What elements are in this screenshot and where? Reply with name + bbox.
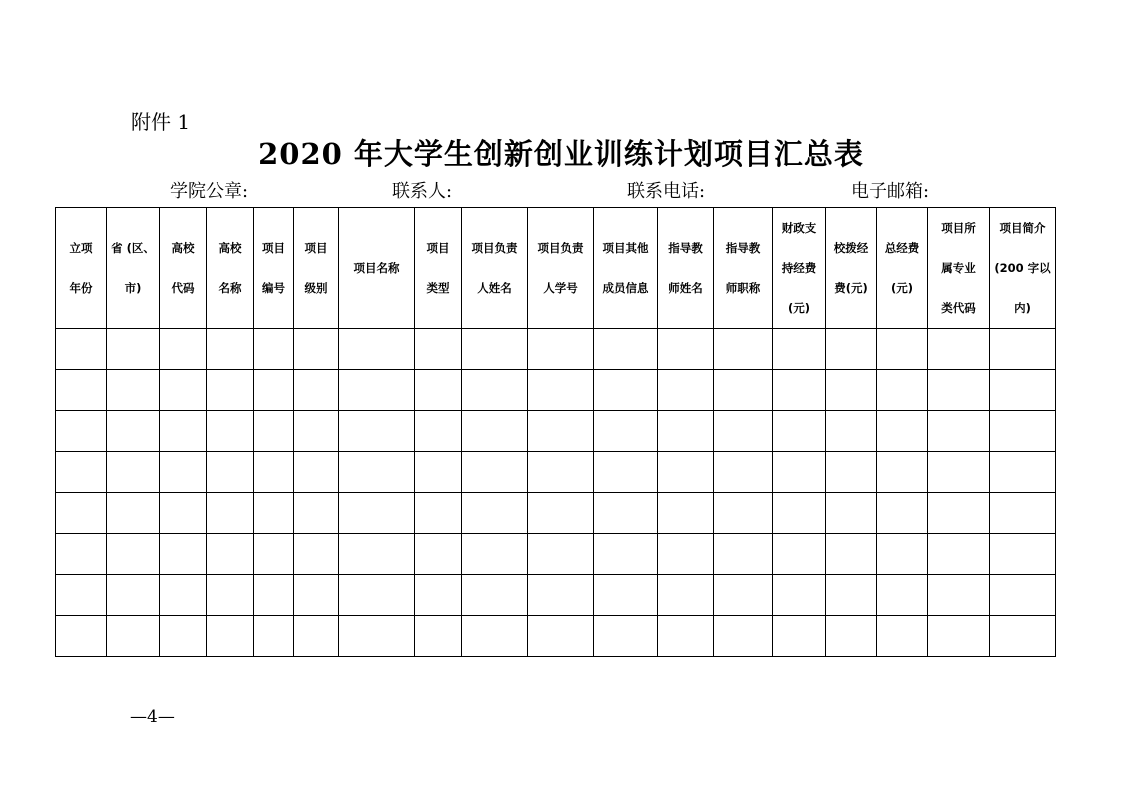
table-cell[interactable]	[826, 329, 877, 370]
table-cell[interactable]	[528, 411, 594, 452]
header-line: 项目	[262, 241, 285, 255]
table-cell[interactable]	[658, 493, 714, 534]
table-cell[interactable]	[462, 616, 528, 657]
table-cell[interactable]	[826, 534, 877, 575]
table-cell[interactable]	[294, 452, 339, 493]
header-cell	[928, 208, 990, 329]
header-line: 费(元)	[834, 281, 868, 295]
table-cell[interactable]	[928, 616, 990, 657]
table-row	[56, 616, 1056, 657]
header-line: 项目所	[941, 221, 976, 235]
header-line: 属专业	[941, 261, 976, 275]
header-line: 项目负责	[471, 241, 518, 255]
table-cell[interactable]	[990, 575, 1056, 616]
table-cell[interactable]	[339, 534, 415, 575]
table-cell[interactable]	[207, 370, 254, 411]
table-cell[interactable]	[107, 575, 160, 616]
header-line: 类代码	[941, 301, 976, 315]
header-line: 市)	[124, 281, 142, 295]
header-line: 成员信息	[602, 281, 649, 295]
table-cell[interactable]	[207, 534, 254, 575]
table-cell[interactable]	[339, 370, 415, 411]
header-line: 指导教	[668, 241, 703, 255]
table-cell[interactable]	[160, 452, 207, 493]
header-line: 项目名称	[353, 261, 400, 275]
header-cell	[877, 208, 928, 329]
header-line: 校拨经	[833, 241, 869, 255]
header-cell	[207, 208, 254, 329]
table-cell[interactable]	[160, 370, 207, 411]
table-cell[interactable]	[339, 493, 415, 534]
header-line: 高校	[171, 241, 195, 255]
table-cell[interactable]	[528, 329, 594, 370]
table-cell[interactable]	[107, 534, 160, 575]
header-cell	[339, 208, 415, 329]
header-cell	[826, 208, 877, 329]
table-cell[interactable]	[56, 493, 107, 534]
table-cell[interactable]	[773, 616, 826, 657]
table-cell[interactable]	[714, 329, 773, 370]
table-cell[interactable]	[826, 411, 877, 452]
table-cell[interactable]	[207, 575, 254, 616]
table-cell[interactable]	[56, 575, 107, 616]
table-cell[interactable]	[107, 329, 160, 370]
table-row	[56, 411, 1056, 452]
header-line: 师姓名	[668, 281, 703, 295]
table-cell[interactable]	[415, 534, 462, 575]
header-line: 项目	[426, 241, 450, 255]
table-cell[interactable]	[415, 411, 462, 452]
project-summary-table	[55, 207, 1056, 657]
table-cell[interactable]	[254, 616, 294, 657]
table-cell[interactable]	[339, 452, 415, 493]
table-cell[interactable]	[714, 575, 773, 616]
contact-phone-label: 联系电话:	[627, 181, 706, 202]
table-cell[interactable]	[714, 493, 773, 534]
header-cell	[773, 208, 826, 329]
table-cell[interactable]	[990, 370, 1056, 411]
table-cell[interactable]	[877, 411, 928, 452]
table-cell[interactable]	[339, 575, 415, 616]
table-cell[interactable]	[294, 493, 339, 534]
table-cell[interactable]	[990, 452, 1056, 493]
header-line: 内)	[1014, 301, 1031, 315]
header-line: 省 (区、	[111, 241, 155, 255]
table-cell[interactable]	[773, 493, 826, 534]
table-cell[interactable]	[160, 493, 207, 534]
table-cell[interactable]	[658, 329, 714, 370]
header-line: 级别	[304, 281, 328, 295]
table-cell[interactable]	[773, 329, 826, 370]
table-cell[interactable]	[207, 452, 254, 493]
header-line: (元)	[890, 281, 913, 295]
table-cell[interactable]	[658, 616, 714, 657]
table-cell[interactable]	[254, 411, 294, 452]
table-cell[interactable]	[207, 493, 254, 534]
table-cell[interactable]	[826, 452, 877, 493]
table-cell[interactable]	[415, 329, 462, 370]
page-number: —4—	[130, 707, 175, 727]
table-cell[interactable]	[990, 411, 1056, 452]
table-cell[interactable]	[107, 411, 160, 452]
header-line: 持经费	[781, 261, 817, 275]
table-cell[interactable]	[462, 329, 528, 370]
table-cell[interactable]	[462, 411, 528, 452]
table-cell[interactable]	[160, 534, 207, 575]
table-cell[interactable]	[254, 493, 294, 534]
table-cell[interactable]	[254, 329, 294, 370]
table-row	[56, 452, 1056, 493]
table-cell[interactable]	[773, 534, 826, 575]
table-cell[interactable]	[877, 452, 928, 493]
table-cell[interactable]	[107, 616, 160, 657]
header-cell	[294, 208, 339, 329]
table-cell[interactable]	[254, 452, 294, 493]
table-cell[interactable]	[528, 534, 594, 575]
table-cell[interactable]	[56, 411, 107, 452]
table-cell[interactable]	[462, 534, 528, 575]
table-cell[interactable]	[160, 329, 207, 370]
header-line: (元)	[787, 301, 810, 315]
table-cell[interactable]	[160, 411, 207, 452]
table-cell[interactable]	[207, 411, 254, 452]
table-row	[56, 493, 1056, 534]
header-line: 项目负责	[537, 241, 584, 255]
table-row	[56, 329, 1056, 370]
table-cell[interactable]	[56, 534, 107, 575]
table-row	[56, 534, 1056, 575]
header-line: 名称	[218, 281, 242, 295]
table-cell[interactable]	[207, 616, 254, 657]
table-cell[interactable]	[294, 575, 339, 616]
table-cell[interactable]	[594, 534, 658, 575]
table-cell[interactable]	[528, 493, 594, 534]
table-cell[interactable]	[107, 370, 160, 411]
header-line: 总经费	[884, 241, 920, 255]
header-cell	[594, 208, 658, 329]
header-row	[56, 208, 1056, 329]
table-cell[interactable]	[528, 452, 594, 493]
header-line: 代码	[171, 281, 195, 295]
table-cell[interactable]	[56, 616, 107, 657]
table-cell[interactable]	[928, 534, 990, 575]
table-cell[interactable]	[254, 534, 294, 575]
table-cell[interactable]	[928, 411, 990, 452]
table-row	[56, 575, 1056, 616]
header-cell	[658, 208, 714, 329]
table-cell[interactable]	[415, 493, 462, 534]
table-cell[interactable]	[877, 575, 928, 616]
table-cell[interactable]	[928, 493, 990, 534]
table-cell[interactable]	[594, 493, 658, 534]
table-cell[interactable]	[594, 616, 658, 657]
header-cell	[462, 208, 528, 329]
contact-person-label: 联系人:	[392, 181, 453, 202]
header-cell	[714, 208, 773, 329]
table-cell[interactable]	[528, 370, 594, 411]
table-cell[interactable]	[658, 411, 714, 452]
header-line: 立项	[69, 241, 93, 255]
table-cell[interactable]	[294, 370, 339, 411]
table-cell[interactable]	[294, 411, 339, 452]
table-cell[interactable]	[594, 575, 658, 616]
table-cell[interactable]	[990, 534, 1056, 575]
table-cell[interactable]	[339, 329, 415, 370]
header-cell	[528, 208, 594, 329]
table-cell[interactable]	[528, 575, 594, 616]
table-cell[interactable]	[339, 616, 415, 657]
header-cell	[415, 208, 462, 329]
table-cell[interactable]	[773, 411, 826, 452]
table-cell[interactable]	[714, 616, 773, 657]
table-cell[interactable]	[160, 616, 207, 657]
table-cell[interactable]	[462, 575, 528, 616]
header-line: 类型	[426, 281, 450, 295]
table-cell[interactable]	[462, 493, 528, 534]
table-cell[interactable]	[877, 534, 928, 575]
table-cell[interactable]	[462, 452, 528, 493]
header-line: 项目简介	[999, 221, 1046, 235]
table-cell[interactable]	[528, 616, 594, 657]
header-line: 项目	[304, 241, 328, 255]
table-cell[interactable]	[415, 452, 462, 493]
table-cell[interactable]	[594, 452, 658, 493]
table-cell[interactable]	[294, 534, 339, 575]
header-line: 高校	[218, 241, 242, 255]
table-row	[56, 370, 1056, 411]
table-cell[interactable]	[415, 616, 462, 657]
table-cell[interactable]	[928, 370, 990, 411]
table-cell[interactable]	[928, 329, 990, 370]
table-cell[interactable]	[714, 452, 773, 493]
table-cell[interactable]	[928, 575, 990, 616]
table-cell[interactable]	[826, 616, 877, 657]
page-title: 2020 年大学生创新创业训练计划项目汇总表	[258, 137, 864, 171]
header-line: 师职称	[725, 281, 761, 295]
table-cell[interactable]	[990, 616, 1056, 657]
header-line: 编号	[262, 281, 285, 295]
header-cell	[160, 208, 207, 329]
table-cell[interactable]	[773, 452, 826, 493]
header-line: 项目其他	[602, 241, 649, 255]
table-cell[interactable]	[877, 329, 928, 370]
table-cell[interactable]	[207, 329, 254, 370]
table-body	[56, 329, 1056, 657]
header-cell	[107, 208, 160, 329]
table-cell[interactable]	[714, 370, 773, 411]
table-cell[interactable]	[254, 370, 294, 411]
table-cell[interactable]	[594, 329, 658, 370]
table-cell[interactable]	[56, 452, 107, 493]
table-cell[interactable]	[714, 411, 773, 452]
header-line: 指导教	[725, 241, 761, 255]
email-label: 电子邮箱:	[851, 181, 930, 202]
table-cell[interactable]	[826, 575, 877, 616]
school-seal-label: 学院公章:	[170, 181, 249, 202]
header-cell	[56, 208, 107, 329]
header-cell	[990, 208, 1056, 329]
header-cell	[254, 208, 294, 329]
table-cell[interactable]	[990, 329, 1056, 370]
table-cell[interactable]	[160, 575, 207, 616]
table-cell[interactable]	[594, 370, 658, 411]
table-cell[interactable]	[773, 575, 826, 616]
header-line: 人姓名	[477, 281, 512, 295]
header-line: 年份	[69, 281, 93, 295]
table-cell[interactable]	[294, 329, 339, 370]
header-line: (200 字以	[994, 261, 1051, 275]
table-cell[interactable]	[594, 411, 658, 452]
table-cell[interactable]	[462, 370, 528, 411]
table-cell[interactable]	[56, 370, 107, 411]
table-cell[interactable]	[928, 452, 990, 493]
table-cell[interactable]	[254, 575, 294, 616]
table-cell[interactable]	[415, 575, 462, 616]
table-cell[interactable]	[990, 493, 1056, 534]
table-cell[interactable]	[826, 370, 877, 411]
table-cell[interactable]	[658, 534, 714, 575]
table-cell[interactable]	[415, 370, 462, 411]
table-cell[interactable]	[658, 575, 714, 616]
table-cell[interactable]	[877, 370, 928, 411]
table-cell[interactable]	[294, 616, 339, 657]
table-cell[interactable]	[826, 493, 877, 534]
table-cell[interactable]	[658, 370, 714, 411]
table-cell[interactable]	[56, 329, 107, 370]
table-cell[interactable]	[877, 616, 928, 657]
header-line: 人学号	[543, 281, 578, 295]
table-cell[interactable]	[658, 452, 714, 493]
table-cell[interactable]	[107, 452, 160, 493]
table-cell[interactable]	[877, 493, 928, 534]
header-line: 财政支	[781, 221, 817, 235]
table-cell[interactable]	[714, 534, 773, 575]
table-cell[interactable]	[339, 411, 415, 452]
table-cell[interactable]	[107, 493, 160, 534]
table-cell[interactable]	[773, 370, 826, 411]
attachment-label: 附件 1	[131, 110, 191, 134]
